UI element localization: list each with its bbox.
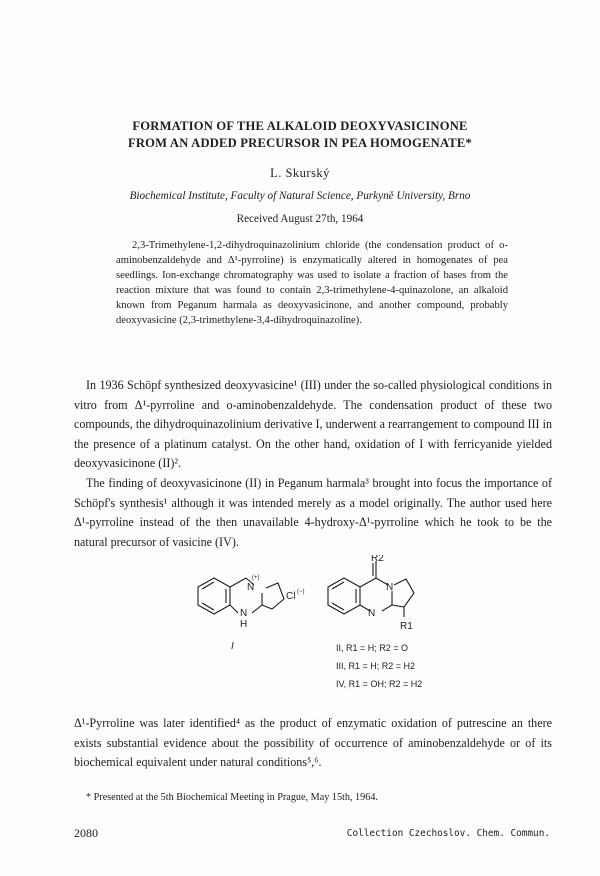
r2-substituent: R2: [371, 555, 384, 564]
body-text: [74, 376, 552, 552]
affiliation: Biochemical Institute, Faculty of Natural Science, Purkyně University, Brno: [129, 190, 471, 202]
title-line-2: FROM AN ADDED PRECURSOR IN PEA HOMOGENATE*: [127, 136, 472, 150]
compound-1-nh-nitrogen: N: [240, 608, 248, 619]
article-title: [0, 118, 600, 152]
compound-1-nh-hydrogen: H: [240, 619, 248, 630]
abstract-text: 2,3-Trimethylene-1,2-dihydroquinazolinium chloride (the condensation product of o-aminobenzaldehyde and Δ¹-pyrroline) is enzymatically altered in homogenates of pea seedlings. Ion-exchange chromatography was used to isolate a fraction of bases from the reaction mixture that was found to contain 2,3-trimethylene-4-quinazolone, an alkaloid known from Peganum harmala as deoxyvasicinone, and another compound, probably deoxyvasicine (2,3-trimethylene-3,4-dihydroquinazoline).: [116, 240, 508, 327]
compound-1-negative-charge: (−): [297, 589, 305, 595]
benzene-ring-compound-2: [328, 578, 360, 614]
variant-iii: III, R1 = H; R2 = H2: [336, 661, 416, 671]
r1-substituent: R1: [400, 621, 413, 632]
paragraph-2: The finding of deoxyvasicinone (II) in Peganum harmala³ brought into focus the importance of Schöpf's synthesis¹ although it was intended merely as a model originally. The author used here Δ¹-pyrroline instead of the then unavailable 4-hydroxy-Δ¹-pyrroline which he took to be the natural precursor of vasicine (IV).: [74, 475, 552, 549]
compound-2-n-bottom: N: [368, 608, 376, 619]
compound-2-n-top: N: [386, 582, 394, 593]
body-text-continued: [74, 714, 552, 773]
compound-1-label: I: [231, 641, 234, 652]
chemical-structures: [178, 555, 478, 710]
received-date: Received August 27th, 1964: [236, 213, 364, 225]
structure-diagram: [178, 555, 478, 705]
journal-name: Collection Czechoslov. Chem. Commun.: [346, 828, 550, 839]
variant-iv: IV, R1 = OH; R2 = H2: [336, 679, 423, 689]
benzene-ring-compound-1: [198, 578, 230, 614]
paragraph-3: Δ¹-Pyrroline was later identified⁴ as the product of enzymatic oxidation of putrescine an there exists substantial evidence about the possibility of occurrence of aminobenzaldehyde or of its biochemical equivalent under natural conditions⁵,⁶.: [74, 716, 552, 770]
variant-ii: II, R1 = H; R2 = O: [336, 643, 409, 653]
compound-1-positive-charge: (+): [252, 575, 260, 581]
title-line-1: FORMATION OF THE ALKALOID DEOXYVASICINONE: [132, 119, 468, 133]
paragraph-1: In 1936 Schöpf synthesized deoxyvasicine¹ (III) under the so-called physiological conditions in vitro from Δ¹-pyrroline and o-aminobenzaldehyde. The condensation product of these two compounds, the dihydroquinazolinium derivative I, underwent a rearrangement to compound III in the presence of a platinum catalyst. On the other hand, oxidation of I with ferricyanide yielded deoxyvasicinone (II)².: [74, 378, 552, 471]
footnote: * Presented at the 5th Biochemical Meeting in Prague, May 15th, 1964.: [86, 792, 378, 803]
compound-1-chloride: Cl: [286, 591, 296, 602]
compound-1-n-plus: N: [247, 582, 255, 593]
abstract: [116, 238, 508, 329]
author-name: L. Skurský: [270, 166, 330, 180]
page-number: 2080: [74, 826, 98, 840]
